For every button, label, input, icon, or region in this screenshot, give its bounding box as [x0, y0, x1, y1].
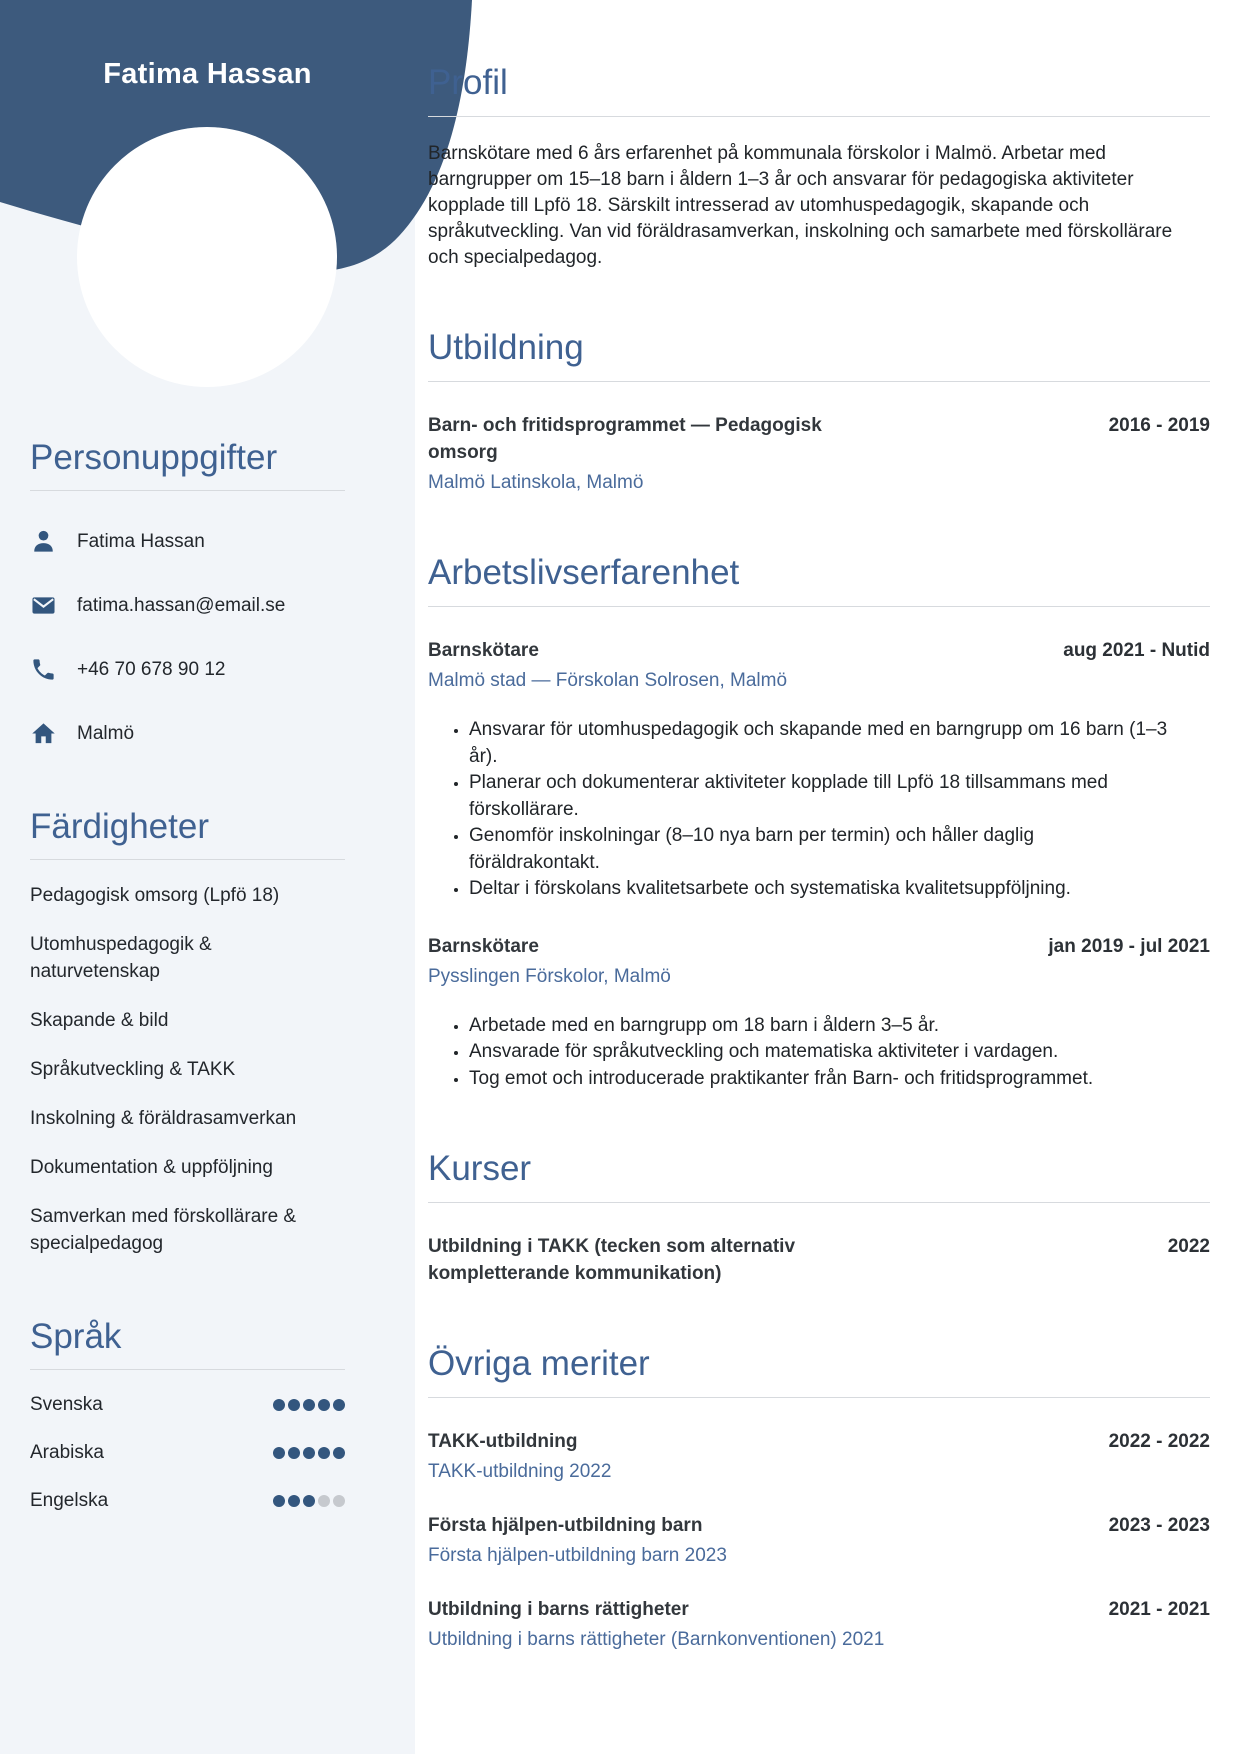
job-bullet: • Ansvarar för utomhuspedagogik och skapande med en barngrupp om 16 barn (1–3 år).	[469, 717, 1169, 770]
education-school: Malmö Latinskola, Malmö	[428, 472, 644, 493]
languages-title: Språk	[30, 1317, 122, 1356]
merit-dates: 2022 - 2022	[1108, 1431, 1210, 1452]
user-icon	[30, 528, 57, 555]
language-label: Arabiska	[30, 1441, 104, 1463]
education-degree: Barn- och fritidsprogrammet — Pedagogisk omsorg	[428, 415, 822, 463]
skill-item: Pedagogisk omsorg (Lpfö 18)	[30, 885, 280, 906]
merit-detail: TAKK-utbildning 2022	[428, 1461, 612, 1482]
merit-entry-main	[428, 1596, 884, 1653]
course-name: Utbildning i TAKK (tecken som alternativ kompletterande kommunikation)	[428, 1236, 796, 1284]
personal-details-section	[30, 438, 345, 747]
profile-photo-placeholder	[77, 127, 337, 387]
contact-row-name	[30, 528, 345, 555]
merit-detail: Första hjälpen-utbildning barn 2023	[428, 1545, 727, 1566]
contact-row-phone	[30, 656, 345, 683]
language-row	[30, 1439, 345, 1466]
sidebar	[30, 438, 345, 1514]
contact-email-text: fatima.hassan@email.se	[77, 594, 286, 616]
skill-item: Samverkan med förskollärare & specialpedagog	[30, 1206, 297, 1254]
merit-entry-main	[428, 1512, 727, 1569]
mail-icon	[30, 592, 57, 619]
section-divider	[30, 1369, 345, 1370]
experience-entry	[428, 637, 1210, 694]
language-level-dots	[273, 1495, 345, 1507]
home-icon	[30, 720, 57, 747]
phone-icon	[30, 656, 57, 683]
skill-item: Inskolning & föräldrasamverkan	[30, 1108, 297, 1129]
job-bullet: • Ansvarade för språkutveckling och matematiska aktiviteter i vardagen.	[469, 1039, 1169, 1066]
merit-entry	[428, 1512, 1210, 1569]
job-dates: jan 2019 - jul 2021	[1048, 935, 1210, 957]
merit-dates: 2023 - 2023	[1108, 1515, 1210, 1536]
education-title: Utbildning	[428, 328, 584, 367]
courses-title: Kurser	[428, 1149, 532, 1188]
job-bullet-list	[428, 1013, 1210, 1093]
contact-location-text: Malmö	[77, 722, 135, 744]
contact-row-email	[30, 592, 345, 619]
profile-section	[428, 62, 1210, 271]
education-entry-main	[428, 412, 888, 496]
language-label: Svenska	[30, 1393, 103, 1415]
section-divider	[428, 1397, 1210, 1398]
merit-entry-main	[428, 1428, 611, 1485]
skill-item: Språkutveckling & TAKK	[30, 1059, 236, 1080]
candidate-name: Fatima Hassan	[103, 58, 312, 90]
profile-title: Profil	[428, 63, 508, 102]
experience-entry	[428, 933, 1210, 990]
section-divider	[428, 116, 1210, 117]
job-employer: Pysslingen Förskolor, Malmö	[428, 965, 671, 987]
job-bullet: • Arbetade med en barngrupp om 18 barn i åldern 3–5 år.	[469, 1013, 1169, 1040]
merit-name: TAKK-utbildning	[428, 1431, 578, 1452]
merit-detail: Utbildning i barns rättigheter (Barnkonventionen) 2021	[428, 1629, 885, 1650]
other-merits-title: Övriga meriter	[428, 1344, 650, 1383]
education-dates: 2016 - 2019	[1108, 415, 1210, 436]
language-level-dots	[273, 1399, 345, 1411]
job-role: Barnskötare	[428, 640, 539, 661]
job-bullet: • Deltar i förskolans kvalitetsarbete och systematiska kvalitetsuppföljning.	[469, 876, 1169, 903]
merit-entry	[428, 1596, 1210, 1653]
skill-item: Utomhuspedagogik & naturvetenskap	[30, 934, 212, 982]
merit-name: Första hjälpen-utbildning barn	[428, 1515, 703, 1536]
course-dates: 2022	[1167, 1236, 1210, 1257]
merit-name: Utbildning i barns rättigheter	[428, 1599, 689, 1620]
education-entry	[428, 412, 1210, 496]
education-section	[428, 327, 1210, 496]
experience-title: Arbetslivserfarenhet	[428, 553, 740, 592]
language-label: Engelska	[30, 1489, 109, 1511]
job-bullet: • Tog emot och introducerade praktikanter från Barn- och fritidsprogrammet.	[469, 1066, 1169, 1093]
job-bullet: • Planerar och dokumenterar aktiviteter kopplade till Lpfö 18 tillsammans med förskollärare.	[469, 770, 1169, 823]
contact-row-location	[30, 720, 345, 747]
language-row	[30, 1487, 345, 1514]
experience-entry-main	[428, 637, 787, 694]
courses-section	[428, 1148, 1210, 1287]
experience-entry-main	[428, 933, 671, 990]
personal-details-title: Personuppgifter	[30, 438, 278, 477]
course-entry-main	[428, 1233, 888, 1287]
skills-section	[30, 807, 345, 1257]
experience-section	[428, 552, 1210, 1092]
job-dates: aug 2021 - Nutid	[1063, 640, 1210, 661]
profile-text: Barnskötare med 6 års erfarenhet på kommunala förskolor i Malmö. Arbetar med barngrupper om 15–18 barn i åldern 1–3 år och ansvarar för pedagogiska aktiviteter kopplade till Lpfö 18. Särskilt intresserad av utomhuspedagogik, skapande och språkutveckling. Van vid föräldrasamverkan, inskolning och samarbete med förskollärare och specialpedagog.	[428, 143, 1173, 268]
section-divider	[428, 1202, 1210, 1203]
section-divider	[428, 606, 1210, 607]
job-role: Barnskötare	[428, 935, 539, 957]
languages-section	[30, 1317, 345, 1514]
job-employer: Malmö stad — Förskolan Solrosen, Malmö	[428, 670, 788, 691]
contact-phone-text: +46 70 678 90 12	[77, 658, 226, 680]
skills-title: Färdigheter	[30, 807, 209, 846]
job-bullet-list	[428, 717, 1210, 903]
job-bullet: • Genomför inskolningar (8–10 nya barn per termin) och håller daglig föräldrakontakt.	[469, 823, 1169, 876]
course-entry	[428, 1233, 1210, 1287]
skill-item: Dokumentation & uppföljning	[30, 1157, 273, 1178]
merit-entry	[428, 1428, 1210, 1485]
section-divider	[30, 490, 345, 491]
section-divider	[30, 859, 345, 860]
contact-name-text: Fatima Hassan	[77, 530, 205, 552]
language-row	[30, 1391, 345, 1418]
merit-dates: 2021 - 2021	[1108, 1599, 1210, 1620]
other-merits-section	[428, 1343, 1210, 1653]
language-level-dots	[273, 1447, 345, 1459]
section-divider	[428, 381, 1210, 382]
skill-item: Skapande & bild	[30, 1010, 169, 1031]
main-column	[428, 0, 1210, 1653]
